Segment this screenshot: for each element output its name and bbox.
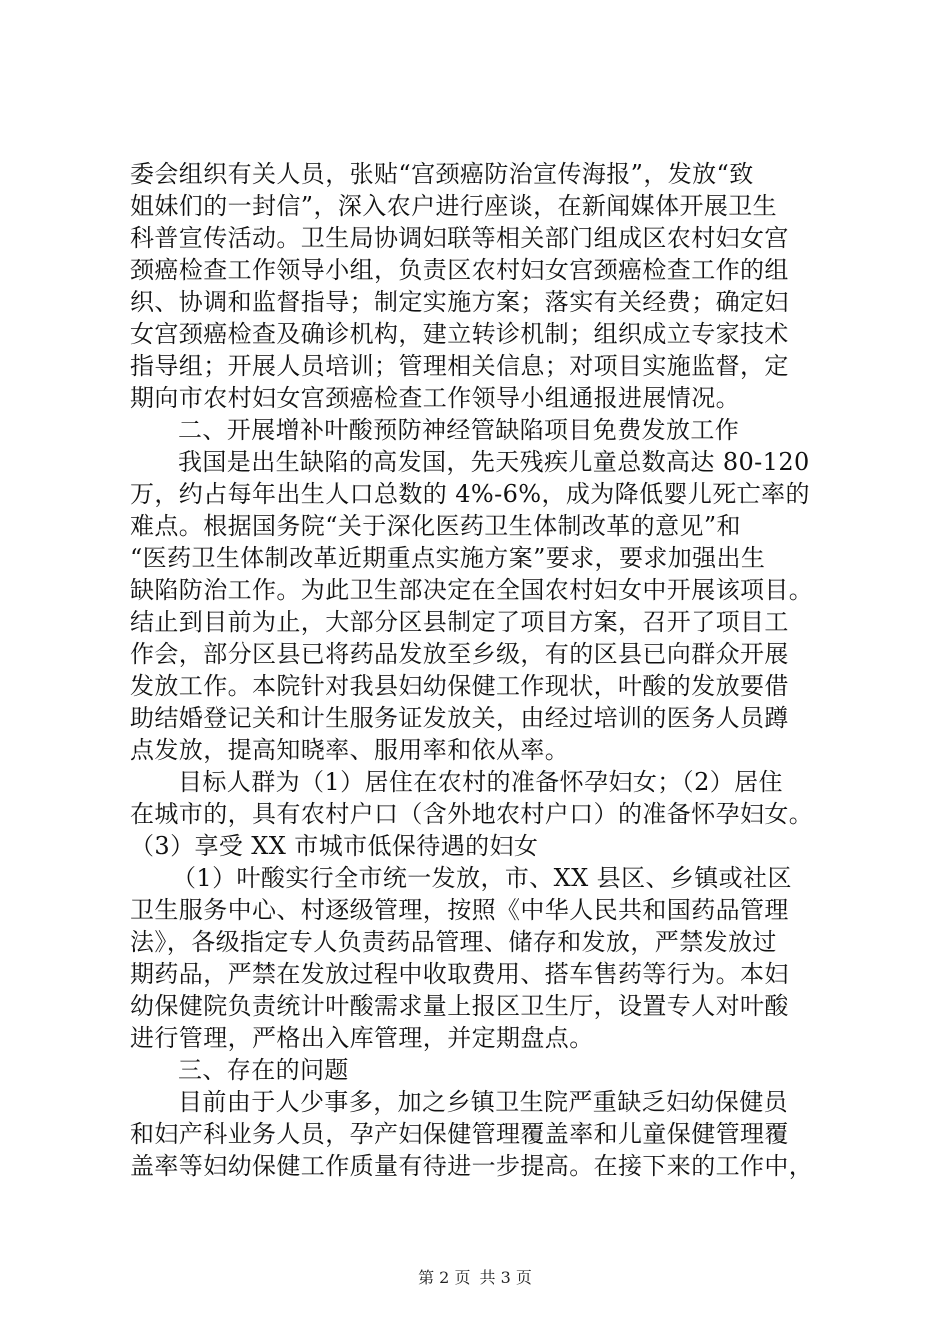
text-line: 万，约占每年出生人口总数的 4%-6%，成为降低婴儿死亡率的 (130, 480, 810, 508)
text-line: 幼保健院负责统计叶酸需求量上报区卫生厅，设置专人对叶酸 (130, 992, 789, 1020)
page-footer (0, 1268, 950, 1288)
text-line: 法》，各级指定专人负责药品管理、储存和发放，严禁发放过 (130, 928, 777, 956)
text-line: 发放工作。本院针对我县妇幼保健工作现状，叶酸的发放要借 (130, 672, 789, 700)
page-total: 共 3 页 (479, 1268, 532, 1287)
text-line: 织、协调和监督指导；制定实施方案；落实有关经费；确定妇 (130, 288, 789, 316)
text-line: 点发放，提高知晓率、服用率和依从率。 (130, 736, 570, 764)
document-body (130, 158, 830, 1182)
text-line: 作会，部分区县已将药品发放至乡级，有的区县已向群众开展 (130, 640, 789, 668)
text-line: 三、存在的问题 (178, 1056, 349, 1084)
text-line: 难点。根据国务院“关于深化医药卫生体制改革的意见”和 (130, 512, 741, 540)
text-line: （1）叶酸实行全市统一发放，市、XX 县区、乡镇或社区 (172, 864, 792, 892)
text-line: 期药品，严禁在发放过程中收取费用、搭车售药等行为。本妇 (130, 960, 789, 988)
text-line: 助结婚登记关和计生服务证发放关，由经过培训的医务人员蹲 (130, 704, 789, 732)
text-line: 卫生服务中心、村逐级管理，按照《中华人民共和国药品管理 (130, 896, 789, 924)
text-line: 进行管理，严格出入库管理，并定期盘点。 (130, 1024, 594, 1052)
text-line: 结止到目前为止，大部分区县制定了项目方案，召开了项目工 (130, 608, 789, 636)
text-line: 我国是出生缺陷的高发国，先天残疾儿童总数高达 80-120 (178, 448, 810, 476)
text-line: 目标人群为（1）居住在农村的准备怀孕妇女；（2）居住 (178, 768, 783, 796)
text-line: 缺陷防治工作。为此卫生部决定在全国农村妇女中开展该项目。 (130, 576, 814, 604)
text-line: 二、开展增补叶酸预防神经管缺陷项目免费发放工作 (178, 416, 740, 444)
text-line: 和妇产科业务人员，孕产妇保健管理覆盖率和儿童保健管理覆 (130, 1120, 789, 1148)
text-line: 颈癌检查工作领导小组，负责区农村妇女宫颈癌检查工作的组 (130, 256, 789, 284)
text-line: 委会组织有关人员，张贴“宫颈癌防治宣传海报”，发放“致 (130, 160, 754, 188)
page-number: 第 2 页 (418, 1268, 471, 1287)
text-line: 盖率等妇幼保健工作质量有待进一步提高。在接下来的工作中， (130, 1152, 814, 1180)
text-line: “医药卫生体制改革近期重点实施方案”要求，要求加强出生 (130, 544, 766, 572)
text-line: （3）享受 XX 市城市低保待遇的妇女 (130, 832, 539, 860)
text-line: 姐妹们的一封信”，深入农户进行座谈，在新闻媒体开展卫生 (130, 192, 778, 220)
text-line: 女宫颈癌检查及确诊机构，建立转诊机制；组织成立专家技术 (130, 320, 789, 348)
text-line: 在城市的，具有农村户口（含外地农村户口）的准备怀孕妇女。 (130, 800, 814, 828)
text-line: 指导组；开展人员培训；管理相关信息；对项目实施监督，定 (130, 352, 789, 380)
text-line: 期向市农村妇女宫颈癌检查工作领导小组通报进展情况。 (130, 384, 740, 412)
text-line: 科普宣传活动。卫生局协调妇联等相关部门组成区农村妇女宫 (130, 224, 789, 252)
text-line: 目前由于人少事多，加之乡镇卫生院严重缺乏妇幼保健员 (178, 1088, 788, 1116)
